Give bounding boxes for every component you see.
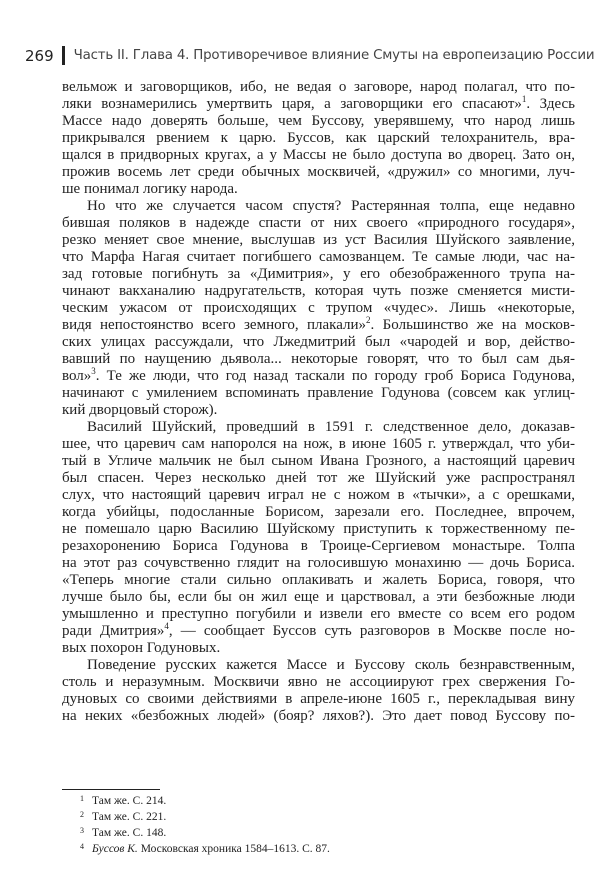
text-segment: слух, что настоящий царевич играл не с ножом в «тычки», а с орешками, [62,487,575,503]
footnotes [62,793,330,857]
text-segment: «Теперь многие стали сильно оплакивать и жалеть Бориса, говоря, что [62,572,575,588]
text-line [62,674,575,691]
text-segment: шее, что царевич сам напоролся на нож, в июне 1605 г. утверждал, что уби- [62,436,575,452]
text-line [62,130,575,147]
running-title: Часть II. Глава 4. Противоречивое влияние Смуты на европеизацию России [73,48,595,63]
text-line [62,368,575,385]
text-segment: зад готовые погибнуть за «Димитрия», у его обезображенного трупа на- [62,266,575,282]
text-segment: вол» [62,368,92,384]
text-line [62,300,575,317]
text-segment: Массе надо доверять больше, чем Буссову, уверявшему, что народ лишь [62,113,575,129]
text-line [62,181,575,198]
text-line [62,215,575,232]
text-line [62,198,575,215]
text-line [62,436,575,453]
text-segment: начинают с умилением вспоминать правление Годунова (совсем как углиц- [62,385,575,401]
text-line [62,113,575,130]
text-line [62,79,575,96]
text-segment: кий дворцовый сторож). [62,402,218,418]
text-line [62,623,575,640]
text-segment: не помешало царю Василию Шуйскому приступить к торжественному пе- [62,521,575,537]
text-segment: Василий Шуйский, проведший в 1591 г. следственное дело, доказав- [87,419,575,435]
footnote-citation: Там же. С. 148. [92,827,167,839]
footnote-citation: Там же. С. 221. [92,811,167,823]
text-segment: щался в придворных кругах, а у Массы не было доступа во дворец. Зато он, [62,147,575,163]
footnote-text [92,809,166,825]
text-line [62,232,575,249]
text-segment: столь и неразумным. Москвичи явно не ассоциируют грех свержения Го- [62,674,575,690]
text-line [62,640,575,657]
footnote-number: 2 [80,810,84,819]
text-line [62,283,575,300]
footnote [62,825,330,841]
text-segment: резко меняет свое мнение, выслушав из уст Василия Шуйского заявление, [62,232,575,248]
footnote-citation: Московская хроника 1584–1613. С. 87. [137,843,330,855]
footnote-text [92,793,166,809]
footnote-ref: 1 [521,94,527,104]
footnote-number: 1 [80,794,84,803]
body-text [62,79,575,725]
text-line [62,419,575,436]
text-segment: прикрывался рвением к царю. Буссов, как царский телохранитель, вра- [62,130,575,146]
text-segment: ческим ужасом от происходящих с трупом «чудес». Лишь «некоторые, [62,300,575,316]
text-segment: был спасен. Через несколько дней тот же Шуйский уже распространял [62,470,575,486]
header-divider [62,46,65,65]
text-segment: вавший по наущению дьявола... некоторые говорят, что то был сам дья- [62,351,575,367]
text-segment: бившая поляков в надежде спасти от них своего «природного государя», [62,215,575,231]
text-segment: умышленно и преступно погубили и извели его вместе со всем его родом [62,606,575,622]
text-line [62,589,575,606]
text-segment: резахоронению Бориса Годунова в Троице-Сергиевом монастыре. Толпа [62,538,575,554]
text-segment: вых похорон Годуновых. [62,640,221,656]
text-segment: тый в Угличе мальчик не был сыном Ивана Грозного, а настоящий царевич [62,453,575,469]
text-segment: лучше было бы, если бы он жил еще и царствовал, а эти безбожные люди [62,589,575,605]
text-line [62,606,575,623]
paragraph [62,419,575,657]
paragraph [62,198,575,419]
text-line [62,657,575,674]
text-line [62,385,575,402]
text-segment: ради Дмитрия» [62,623,165,639]
footnote-author: Буссов К. [92,843,138,855]
text-segment: ше понимал логику народа. [62,181,238,197]
text-segment: . Те же люди, что год назад таскали по городу гроб Бориса Годунова, [95,368,575,384]
footnote [62,841,330,857]
footnote-ref: 3 [91,366,96,376]
footnote-text [92,825,166,841]
text-line [62,538,575,555]
text-line [62,487,575,504]
footnote [62,793,330,809]
paragraph [62,657,575,725]
text-line [62,249,575,266]
text-segment: прожив восемь лет среди обычных москвичей, «дружил» со многими, луч- [62,164,575,180]
text-line [62,351,575,368]
footnote-rule [62,789,160,790]
running-header [25,46,594,65]
text-segment: Поведение русских кажется Массе и Буссову сколь безнравственным, [87,657,575,673]
text-line [62,555,575,572]
footnote-ref: 2 [366,315,371,325]
footnote-ref: 4 [164,621,169,631]
text-segment: что Марфа Нагая считает погибшего самозванцем. Те самые люди, час на- [62,249,575,265]
text-segment: вельмож и заговорщиков, ибо, не ведая о заговоре, народ полагал, что по- [62,79,575,95]
text-segment: видя непостоянство всего земного, плакали» [62,317,367,333]
text-line [62,453,575,470]
text-line [62,147,575,164]
text-segment: Но что же случается часом спустя? Растерянная толпа, еще недавно [87,198,575,214]
text-line [62,164,575,181]
page-number: 269 [25,46,54,65]
footnote-citation: Там же. С. 214. [92,795,167,807]
text-line [62,572,575,589]
text-line [62,470,575,487]
text-segment: когда убийцы, подосланные Борисом, зарезали его. Последнее, впрочем, [62,504,575,520]
text-line [62,266,575,283]
footnote-number: 4 [80,842,84,851]
text-line [62,504,575,521]
text-segment: на неких «безбожных людей» (бояр? ляхов?). Это дает повод Буссову по- [62,708,575,724]
text-line [62,691,575,708]
text-line [62,521,575,538]
text-line [62,402,575,419]
footnote-number: 3 [80,826,84,835]
text-line [62,334,575,351]
text-line [62,96,575,113]
text-segment: на этот раз сочувственно глядит на голосившую монахиню — дочь Бориса. [62,555,575,571]
text-segment: . Большинство же на москов- [370,317,575,333]
text-line [62,708,575,725]
paragraph [62,79,575,198]
text-segment: чинают вакханалию надругательств, которая чуть позже сменяется мисти- [62,283,575,299]
footnote-text [92,841,330,857]
text-segment: ских улицах рассуждали, что Лжедмитрий был «чародей и вор, действо- [62,334,575,350]
footnote [62,809,330,825]
text-segment: . Здесь [526,96,575,112]
text-segment: , — сообщает Буссов суть разговоров в Москве после но- [168,623,576,639]
text-line [62,317,575,334]
text-segment: ляки вознамерились умертвить царя, а заговорщики его спасают» [62,96,522,112]
text-segment: дуновых со своими действиями в апреле-июне 1605 г., перекладывая вину [62,691,575,707]
